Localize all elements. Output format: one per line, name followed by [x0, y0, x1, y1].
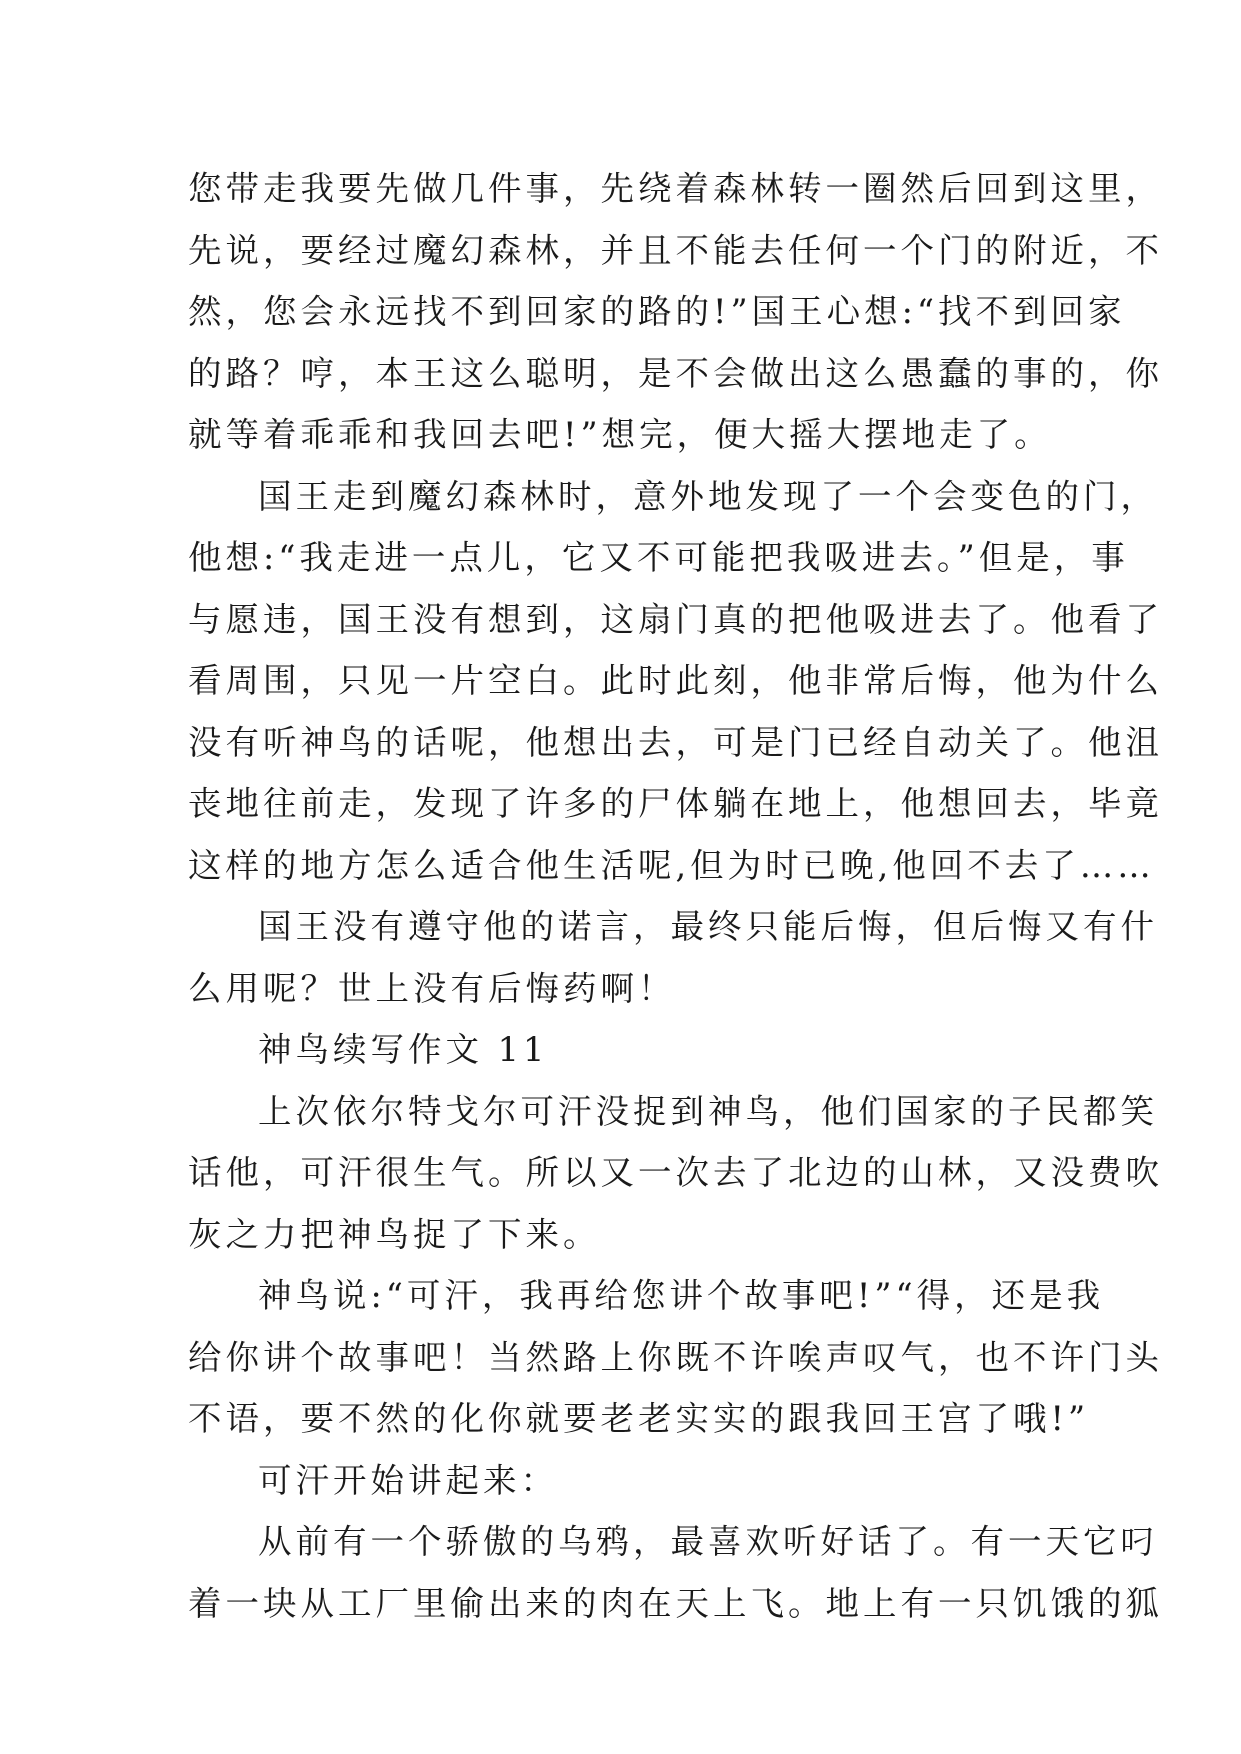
text-line: 他想:“我走进一点儿，它又不可能把我吸进去。”但是，事	[188, 538, 1129, 577]
text-line: 您带走我要先做几件事，先绕着森林转一圈然后回到这里，	[188, 169, 1163, 208]
text-line: 给你讲个故事吧！当然路上你既不许唉声叹气，也不许门头	[188, 1337, 1163, 1377]
text-line: 先说，要经过魔幻森林，并且不能去任何一个门的附近，不	[188, 230, 1163, 270]
text-line: 神鸟说:“可汗，我再给您讲个故事吧!”“得，还是我	[258, 1276, 1105, 1315]
text-line: 与愿违，国王没有想到，这扇门真的把他吸进去了。他看了	[188, 599, 1163, 639]
text-line: 话他，可汗很生气。所以又一次去了北边的山林，又没费吹	[188, 1153, 1163, 1192]
text-line: 上次依尔特戈尔可汗没捉到神鸟，他们国家的子民都笑	[258, 1091, 1158, 1131]
text-line: 的路？哼，本王这么聪明，是不会做出这么愚蠢的事的，你	[188, 353, 1163, 393]
text-line: 灰之力把神鸟捉了下来。	[188, 1214, 601, 1254]
text-line: 丧地往前走，发现了许多的尸体躺在地上，他想回去，毕竟	[188, 784, 1163, 823]
text-line: 可汗开始讲起来：	[258, 1460, 558, 1500]
article-body	[188, 158, 1163, 1634]
text-line: 国王走到魔幻森林时，意外地发现了一个会变色的门，	[258, 476, 1158, 516]
text-line: 么用呢？世上没有后悔药啊！	[188, 968, 676, 1008]
text-line: 国王没有遵守他的诺言，最终只能后悔，但后悔又有什	[258, 907, 1158, 946]
text-line: 这样的地方怎么适合他生活呢,但为时已晚,他回不去了……	[188, 845, 1155, 885]
section-heading: 神鸟续写作文 11	[258, 1030, 549, 1069]
text-line: 看周围，只见一片空白。此时此刻，他非常后悔，他为什么	[188, 661, 1163, 700]
text-line: 从前有一个骄傲的乌鸦，最喜欢听好话了。有一天它叼	[258, 1522, 1158, 1561]
text-line: 然，您会永远找不到回家的路的!”国王心想:“找不到回家	[188, 292, 1126, 331]
text-line: 就等着乖乖和我回去吧!”想完，便大摇大摆地走了。	[188, 415, 1052, 454]
text-line: 着一块从工厂里偷出来的肉在天上飞。地上有一只饥饿的狐	[188, 1583, 1163, 1623]
text-line: 不语，要不然的化你就要老老实实的跟我回王宫了哦!”	[188, 1399, 1090, 1438]
text-line: 没有听神鸟的话呢，他想出去，可是门已经自动关了。他沮	[188, 722, 1163, 762]
